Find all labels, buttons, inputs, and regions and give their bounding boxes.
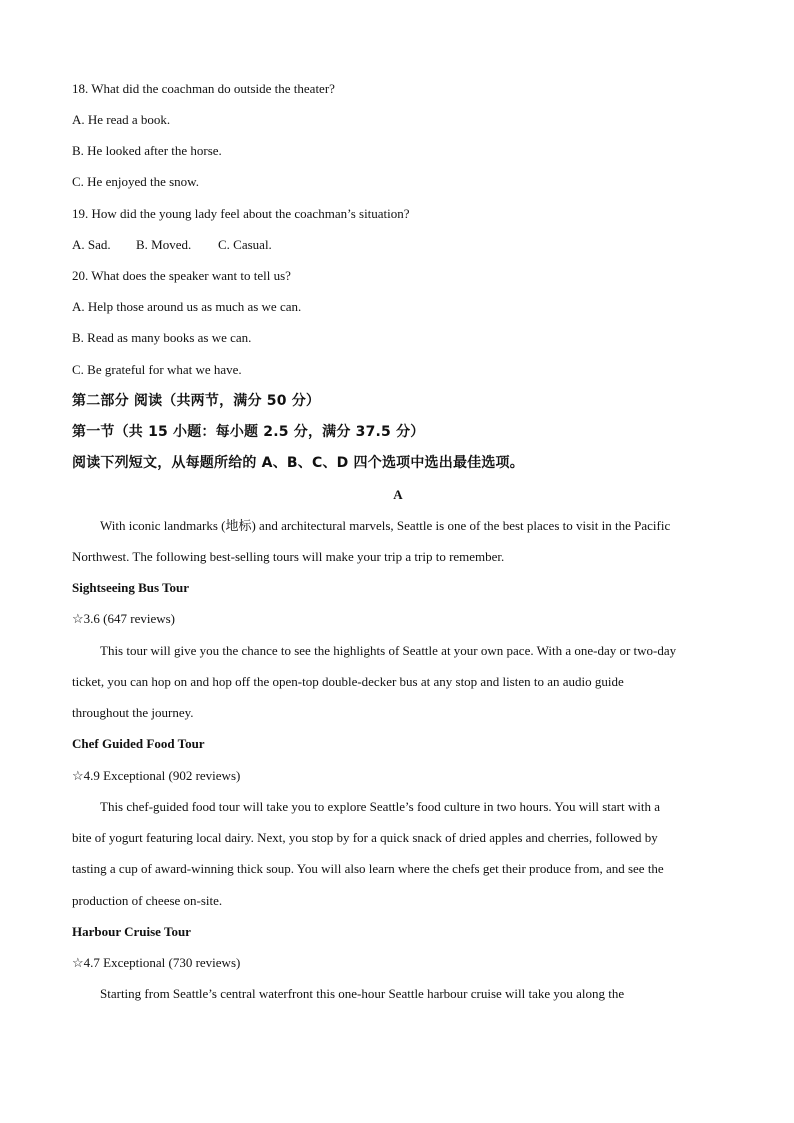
intro-line-1: With iconic landmarks (地标) and architectural marvels, Seattle is one of the best places to visit in the Pacific [100,518,671,533]
tour-2-line-1: This chef-guided food tour will take you to explore Seattle’s food culture in two hours. You will start with a [100,799,660,814]
option-19c: C. Casual. [218,237,272,252]
tour-2-line-4: production of cheese on-site. [72,893,223,908]
option-19a: A. Sad. [72,237,111,252]
question-19: 19. How did the young lady feel about the coachman’s situation? [72,206,410,221]
tour-3-line-1: Starting from Seattle’s central waterfront this one-hour Seattle harbour cruise will take you along the [100,986,625,1001]
tour-3-rating: ☆4.7 Exceptional (730 reviews) [72,955,241,970]
question-20: 20. What does the speaker want to tell us? [72,268,291,283]
option-20a: A. Help those around us as much as we can. [72,299,302,314]
tour-1-line-1: This tour will give you the chance to see the highlights of Seattle at your own pace. With a one-day or two-day [100,643,677,658]
tour-2-line-2: bite of yogurt featuring local dairy. Next, you stop by for a quick snack of dried apples and cherries, followed by [72,830,658,845]
tour-2-name: Chef Guided Food Tour [72,736,205,751]
option-20c: C. Be grateful for what we have. [72,362,242,377]
passage-label: A [393,487,403,502]
tour-1-line-2: ticket, you can hop on and hop off the open-top double-decker bus at any stop and listen to an audio guide [72,674,624,689]
tour-2-rating: ☆4.9 Exceptional (902 reviews) [72,768,241,783]
option-18c: C. He enjoyed the snow. [72,174,199,189]
tour-2-line-3: tasting a cup of award-winning thick soup. You will also learn where the chefs get their produce from, and see the [72,861,664,876]
sub-heading: 第一节（共 15 小题：每小题 2.5 分，满分 37.5 分） [72,424,425,440]
part-heading: 第二部分 阅读（共两节，满分 50 分） [72,393,321,409]
option-19b: B. Moved. [136,237,192,252]
tour-1-rating: ☆3.6 (647 reviews) [72,611,175,626]
options-19 [72,237,272,253]
option-18b: B. He looked after the horse. [72,143,222,158]
tour-1-name: Sightseeing Bus Tour [72,580,190,595]
intro-line-2: Northwest. The following best-selling tours will make your trip a trip to remember. [72,549,505,564]
option-18a: A. He read a book. [72,112,171,127]
question-18: 18. What did the coachman do outside the theater? [72,81,335,96]
tour-1-line-3: throughout the journey. [72,705,194,720]
option-20b: B. Read as many books as we can. [72,330,252,345]
instruction: 阅读下列短文，从每题所给的 A、B、C、D 四个选项中选出最佳选项。 [72,455,524,471]
tour-3-name: Harbour Cruise Tour [72,924,191,939]
